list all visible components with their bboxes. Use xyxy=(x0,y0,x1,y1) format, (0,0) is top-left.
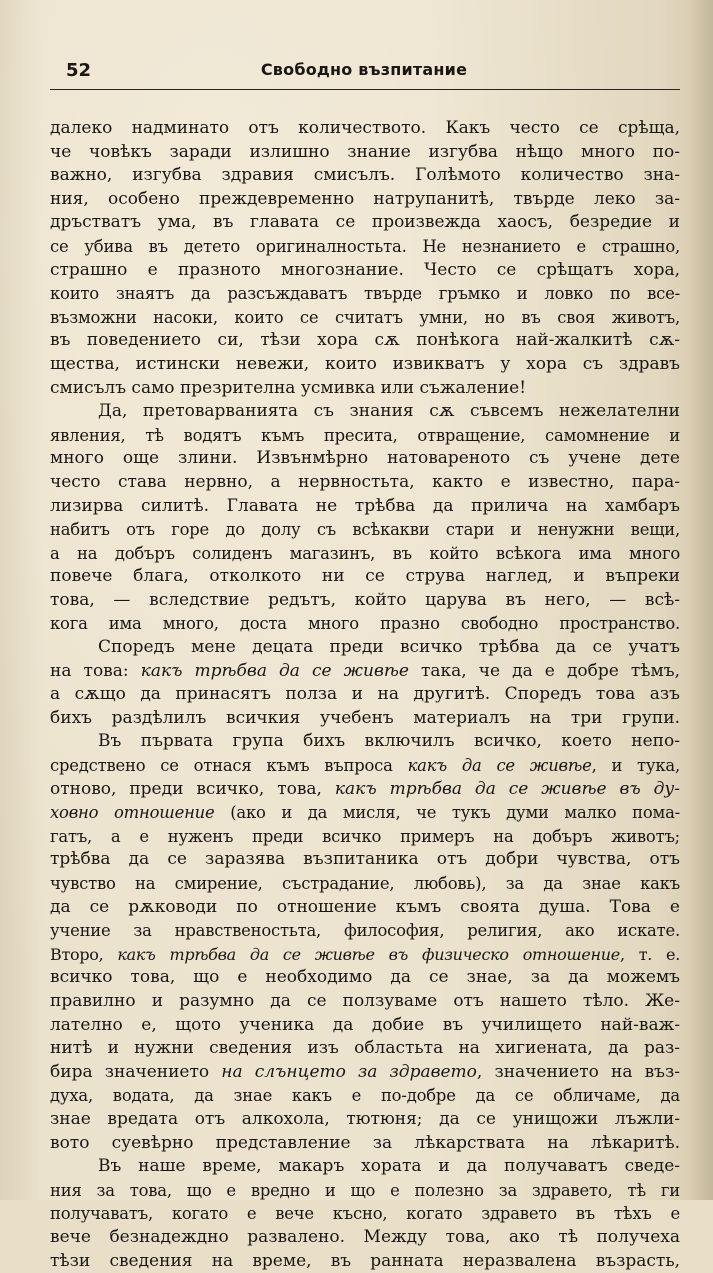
italic-phrase: какъ трѣбва да се живѣе xyxy=(141,661,409,681)
text-line: повече блага, отколкото ни се струва наглед, и въпреки xyxy=(50,565,680,589)
text-line: лателно е, щото ученика да добие въ училището най-важ- xyxy=(50,1014,680,1038)
text-line: често става нервно, а нервностьта, както е известно, пара- xyxy=(50,471,680,495)
text-line: гатъ, а е нуженъ преди всичко примеръ на добъръ животъ; xyxy=(50,825,680,849)
text-line: тѣзи сведения на време, въ ранната неразвалена възрасть, xyxy=(50,1250,680,1273)
text-line: кога има много, доста много празно свободно пространство. xyxy=(50,612,680,636)
text-line: нитѣ и нужни сведения изъ областьта на хигиената, да раз- xyxy=(50,1037,680,1061)
text-line: а сѫщо да принасятъ полза и на другитѣ. Споредъ това азъ xyxy=(50,683,680,707)
text-line: средствено се отнася къмъ въпроса какъ да се живѣе, и тука, xyxy=(50,754,680,778)
text-line: получаватъ, когато е вече късно, когато здравето въ тѣхъ е xyxy=(50,1202,680,1226)
italic-phrase: какъ трѣбва да се живѣе въ ду- xyxy=(335,779,680,799)
text-line: всичко това, що е необходимо да се знае, за да можемъ xyxy=(50,966,680,990)
text-line: че човѣкъ заради излишно знание изгубва нѣщо много по- xyxy=(50,141,680,165)
text-line: далеко надминато отъ количеството. Какъ често се срѣща, xyxy=(50,117,680,141)
page-edge-shadow xyxy=(685,0,713,1200)
text-line: учение за нравственостьта, философия, религия, ако искате. xyxy=(50,919,680,943)
text-line: които знаятъ да разсъждаватъ твърде гръмко и ловко по все- xyxy=(50,282,680,306)
page-header xyxy=(50,50,678,90)
text-line: знае вредата отъ алкохола, тютюня; да се унищожи лъжли- xyxy=(50,1108,680,1132)
text-line: дръстватъ ума, въ главата се произвежда хаосъ, безредие и xyxy=(50,211,680,235)
text-line: духа, водата, да знае какъ е по-добре да се обличаме, да xyxy=(50,1084,680,1108)
text-line: Да, претоварванията съ знания сѫ съвсемъ нежелателни xyxy=(50,400,680,424)
text-line: смисълъ само презрителна усмивка или съжаление! xyxy=(50,377,680,401)
text-line: отново, преди всичко, това, какъ трѣбва да се живѣе въ ду- xyxy=(50,778,680,802)
running-title: Свободно възпитание xyxy=(50,60,678,79)
text-line: Споредъ мене децата преди всичко трѣбва да се учатъ xyxy=(50,636,680,660)
page-number: 52 xyxy=(66,60,91,81)
text-line: ния, особено преждевременно натрупанитѣ, твърде леко за- xyxy=(50,188,680,212)
text-line: много още злини. Извънмѣрно натовареното съ учене дете xyxy=(50,447,680,471)
text-line: ховно отношение (ако и да мисля, че тукъ думи малко пома- xyxy=(50,801,680,825)
header-rule xyxy=(50,89,680,90)
text-line: страшно е празното многознание. Често се срѣщатъ хора, xyxy=(50,259,680,283)
text-line: набитъ отъ горе до долу съ всѣкакви стари и ненужни вещи, xyxy=(50,518,680,542)
text-line: възможни насоки, които се считатъ умни, но въ своя животъ, xyxy=(50,306,680,330)
text-line: бира значението на слънцето за здравето, значението на въз- xyxy=(50,1061,680,1085)
text-line: Въ първата група бихъ включилъ всичко, което непо- xyxy=(50,730,680,754)
text-line: да се рѫководи по отношение къмъ своята душа. Това е xyxy=(50,896,680,920)
text-line: щества, истински невежи, които извикватъ у хора съ здравъ xyxy=(50,353,680,377)
text-line: лизирва силитѣ. Главата не трѣбва да прилича на хамбаръ xyxy=(50,495,680,519)
text-line: важно, изгубва здравия смисълъ. Голѣмото количество зна- xyxy=(50,164,680,188)
text-line: явления, тѣ водятъ къмъ пресита, отвращение, самомнение и xyxy=(50,424,680,448)
text-line: бихъ раздѣлилъ всичкия учебенъ материалъ на три групи. xyxy=(50,707,680,731)
text-line: чувство на смирение, състрадание, любовь), за да знае какъ xyxy=(50,872,680,896)
text-line: това, — вследствие редътъ, който царува въ него, — всѣ- xyxy=(50,589,680,613)
text-line: вото суевѣрно представление за лѣкарствата на лѣкаритѣ. xyxy=(50,1132,680,1156)
body-text xyxy=(50,117,680,1273)
text-line: Второ, какъ трѣбва да се живѣе въ физическо отношение, т. е. xyxy=(50,943,680,967)
text-line: на това: какъ трѣбва да се живѣе така, че да е добре тѣмъ, xyxy=(50,660,680,684)
italic-phrase: ховно отношение xyxy=(50,803,215,822)
text-line: Въ наше време, макаръ хората и да получаватъ сведе- xyxy=(50,1155,680,1179)
italic-phrase: на слънцето за здравето xyxy=(221,1062,477,1082)
text-line: въ поведението си, тѣзи хора сѫ понѣкога най-жалкитѣ сѫ- xyxy=(50,329,680,353)
italic-phrase: какъ да се живѣе xyxy=(408,756,592,775)
italic-phrase: какъ трѣбва да се живѣе въ физическо отношение xyxy=(117,945,620,964)
text-line: а на добъръ солиденъ магазинъ, въ който всѣкога има много xyxy=(50,542,680,566)
text-line: правилно и разумно да се ползуваме отъ нашето тѣло. Же- xyxy=(50,990,680,1014)
text-line: се убива въ детето оригиналностьта. Не незнанието е страшно, xyxy=(50,235,680,259)
text-line: ния за това, що е вредно и що е полезно за здравето, тѣ ги xyxy=(50,1179,680,1203)
text-line: вече безнадеждно развалено. Между това, ако тѣ получеха xyxy=(50,1226,680,1250)
text-line: трѣбва да се заразява възпитаника отъ добри чувства, отъ xyxy=(50,848,680,872)
